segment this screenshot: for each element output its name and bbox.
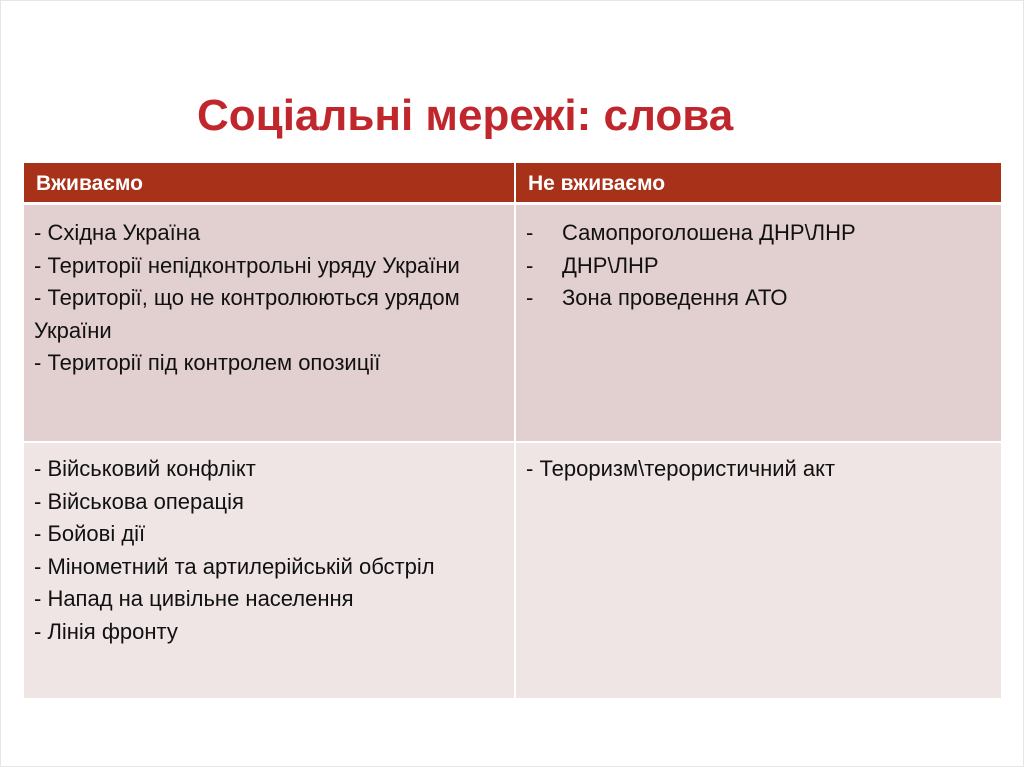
- list-item: - Тероризм\терористичний акт: [526, 456, 836, 481]
- row2-not-used-cell: [516, 443, 1001, 698]
- slide-title: Соціальні мережі: слова: [197, 91, 734, 140]
- list-item: - Території непідконтрольні уряду України: [34, 252, 460, 278]
- words-table: [24, 163, 1001, 698]
- dash-marker: -: [526, 285, 534, 310]
- list-item: - Мінометний та артилерійській обстріл: [34, 553, 435, 579]
- list-item-text: Зона проведення АТО: [562, 285, 788, 310]
- row1-not-used-cell: [516, 205, 1001, 443]
- list-item: - Військовий конфлікт: [34, 456, 256, 481]
- dash-marker: -: [526, 220, 534, 245]
- header-not-used: Не вживаємо: [516, 163, 1001, 205]
- dash-marker: -: [526, 252, 534, 278]
- row2-not-used-list: [526, 453, 1001, 486]
- list-item: - Військова операція: [34, 488, 244, 514]
- row2-used-cell: [24, 443, 516, 698]
- list-item: - Території, що не контролюються урядом України: [34, 285, 460, 343]
- list-item: [526, 217, 1001, 250]
- row1-used-list: [34, 217, 514, 380]
- list-item: - Бойові дії: [34, 521, 146, 546]
- row1-used-cell: [24, 205, 516, 443]
- list-item: - Території під контролем опозиції: [34, 350, 381, 375]
- list-item: [526, 250, 1001, 283]
- list-item-text: ДНР\ЛНР: [562, 252, 659, 278]
- list-item: [526, 282, 1001, 315]
- list-item: - Лінія фронту: [34, 618, 178, 644]
- row1-not-used-list: [526, 217, 1001, 315]
- list-item: - Східна Україна: [34, 220, 201, 245]
- header-used: Вживаємо: [24, 163, 516, 205]
- row2-used-list: [34, 453, 514, 648]
- list-item: - Напад на цивільне населення: [34, 586, 354, 611]
- list-item-text: Самопроголошена ДНР\ЛНР: [562, 220, 856, 245]
